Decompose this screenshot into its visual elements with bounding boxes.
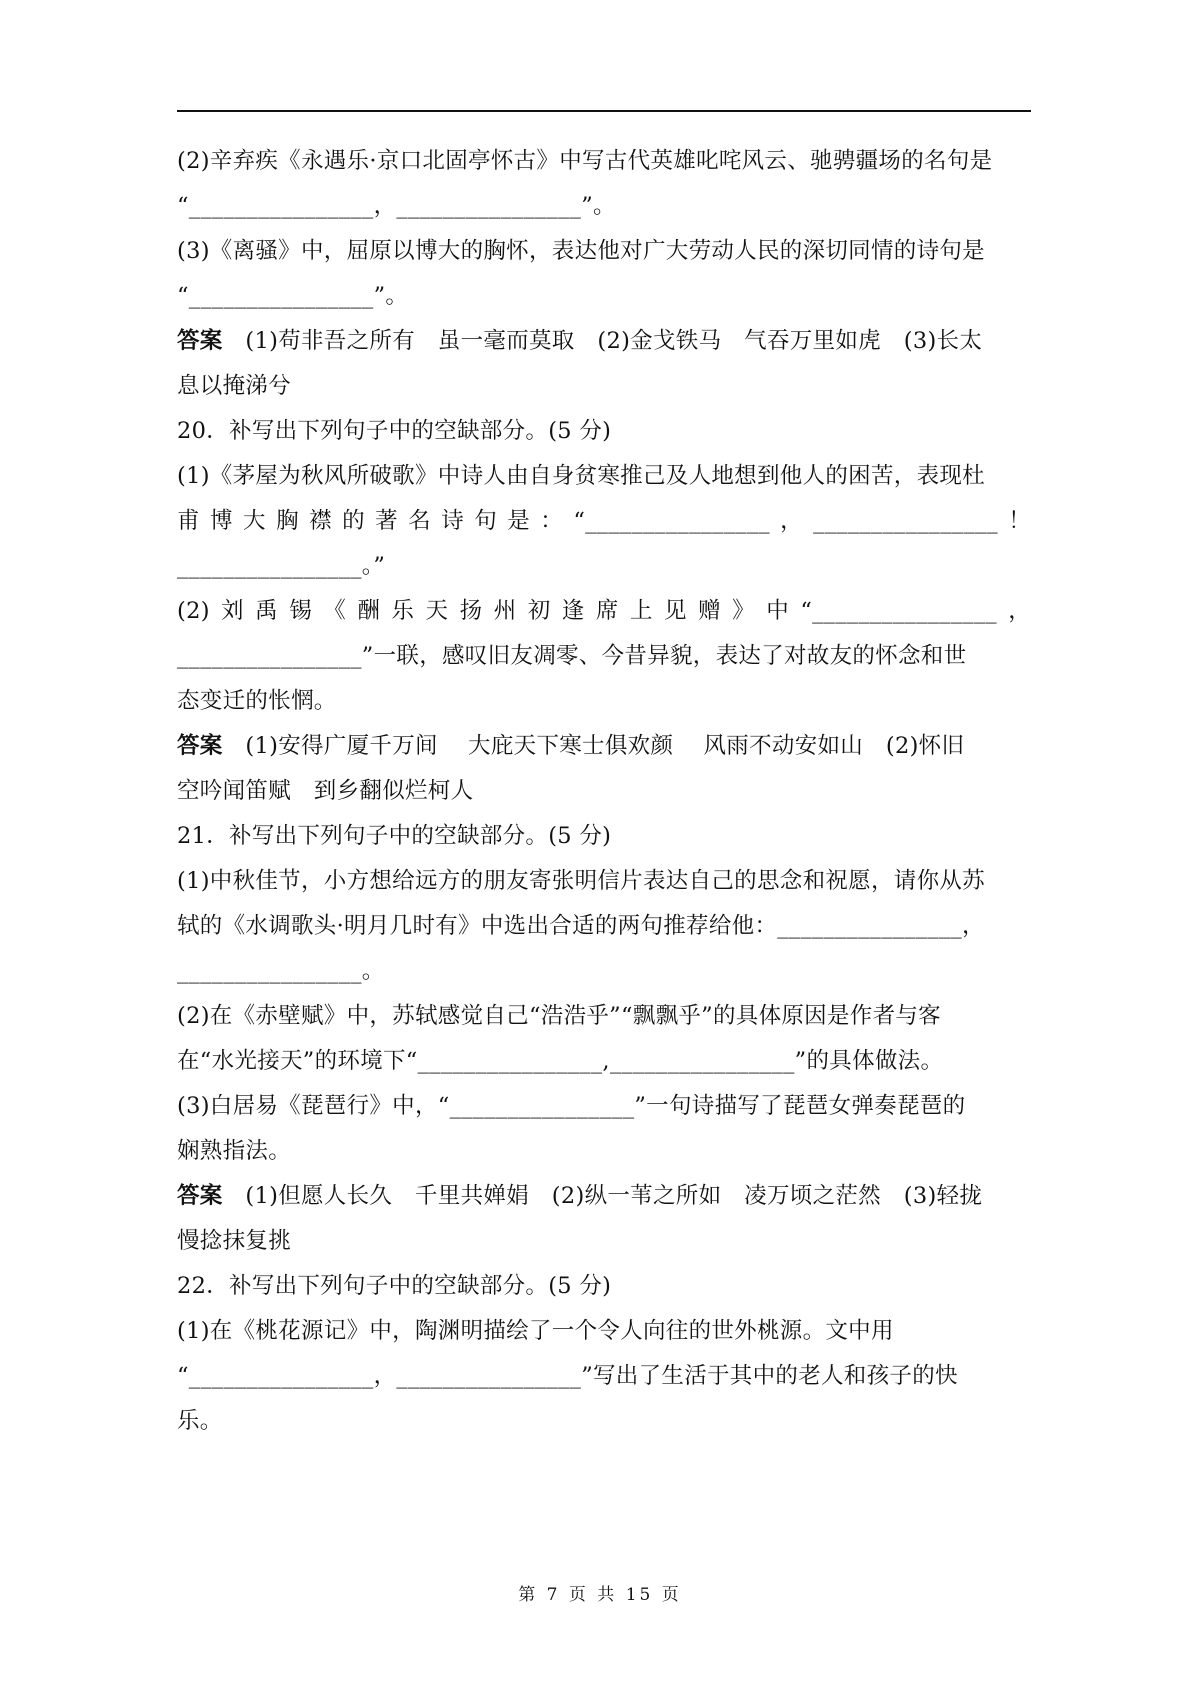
answer-21-text: (1)但愿人长久 千里共婵娟 (2)纵一苇之所如 凌万顷之茫然 (3)轻拢 xyxy=(245,1183,983,1209)
answer-20-text: (1)安得广厦千万间 大庇天下寒士俱欢颜 风雨不动安如山 (2)怀旧 xyxy=(245,733,965,759)
q21-1-line3: ________________。 xyxy=(177,958,385,984)
q22-title: 22．补写出下列句子中的空缺部分。(5 分) xyxy=(177,1273,612,1299)
answer-19-line2: 息以掩涕兮 xyxy=(177,373,292,399)
answer-label: 答案 xyxy=(177,328,223,354)
q20-1-line2: 甫博大胸襟的著名诗句是：“________________，________________！ xyxy=(177,508,1031,534)
q21-2-line2: 在“水光接天”的环境下“________________,________________”的具体做法。 xyxy=(177,1048,944,1074)
q19-2-line2: “________________，________________”。 xyxy=(177,193,616,219)
header-rule xyxy=(177,110,1031,112)
q20-2-line1: (2)刘禹锡《酬乐天扬州初逢席上见赠》中“________________， xyxy=(177,598,1031,624)
q20-2-line2: ________________”一联，感叹旧友凋零、今昔异貌，表达了对故友的怀念和世 xyxy=(177,643,967,669)
q20-2-line3: 态变迁的怅惘。 xyxy=(177,688,337,714)
answer-19-text: (1)苟非吾之所有 虽一毫而莫取 (2)金戈铁马 气吞万里如虎 (3)长太 xyxy=(245,328,983,354)
answer-20-line2: 空吟闻笛赋 到乡翻似烂柯人 xyxy=(177,778,474,804)
q21-1-line2: 轼的《水调歌头·明月几时有》中选出合适的两句推荐给他：________________， xyxy=(177,913,985,939)
q20-title: 20．补写出下列句子中的空缺部分。(5 分) xyxy=(177,418,612,444)
answer-label: 答案 xyxy=(177,1183,223,1209)
q20-1-line3: ________________。” xyxy=(177,553,386,579)
q22-1-line1: (1)在《桃花源记》中，陶渊明描绘了一个令人向往的世外桃源。文中用 xyxy=(177,1318,894,1344)
q22-1-line3: 乐。 xyxy=(177,1408,223,1434)
q22-1-line2: “________________，________________”写出了生活于其中的老人和孩子的快 xyxy=(177,1363,958,1389)
q21-2-line1: (2)在《赤壁赋》中，苏轼感觉自己“浩浩乎”“飘飘乎”的具体原因是作者与客 xyxy=(177,1003,941,1029)
page-footer: 第 7 页 共 15 页 xyxy=(518,1585,682,1605)
answer-21-line2: 慢捻抹复挑 xyxy=(177,1228,292,1254)
q20-1-line1: (1)《茅屋为秋风所破歌》中诗人由自身贫寒推己及人地想到他人的困苦，表现杜 xyxy=(177,463,985,489)
answer-label: 答案 xyxy=(177,733,223,759)
answer-21-line1 xyxy=(177,1181,1031,1211)
q19-3-line2: “________________”。 xyxy=(177,283,409,309)
answer-20-line1 xyxy=(177,731,1031,761)
q21-title: 21．补写出下列句子中的空缺部分。(5 分) xyxy=(177,823,612,849)
q19-3-line1: (3)《离骚》中，屈原以博大的胸怀，表达他对广大劳动人民的深切同情的诗句是 xyxy=(177,238,985,264)
q21-1-line1: (1)中秋佳节，小方想给远方的朋友寄张明信片表达自己的思念和祝愿，请你从苏 xyxy=(177,868,985,894)
q21-3-line2: 娴熟指法。 xyxy=(177,1138,292,1164)
q21-3-line1: (3)白居易《琵琶行》中，“________________”一句诗描写了琵琶女弹奏琵琶的 xyxy=(177,1093,966,1119)
answer-19-line1 xyxy=(177,326,1031,356)
q19-2-line1: (2)辛弃疾《永遇乐·京口北固亭怀古》中写古代英雄叱咤风云、驰骋疆场的名句是 xyxy=(177,148,993,174)
